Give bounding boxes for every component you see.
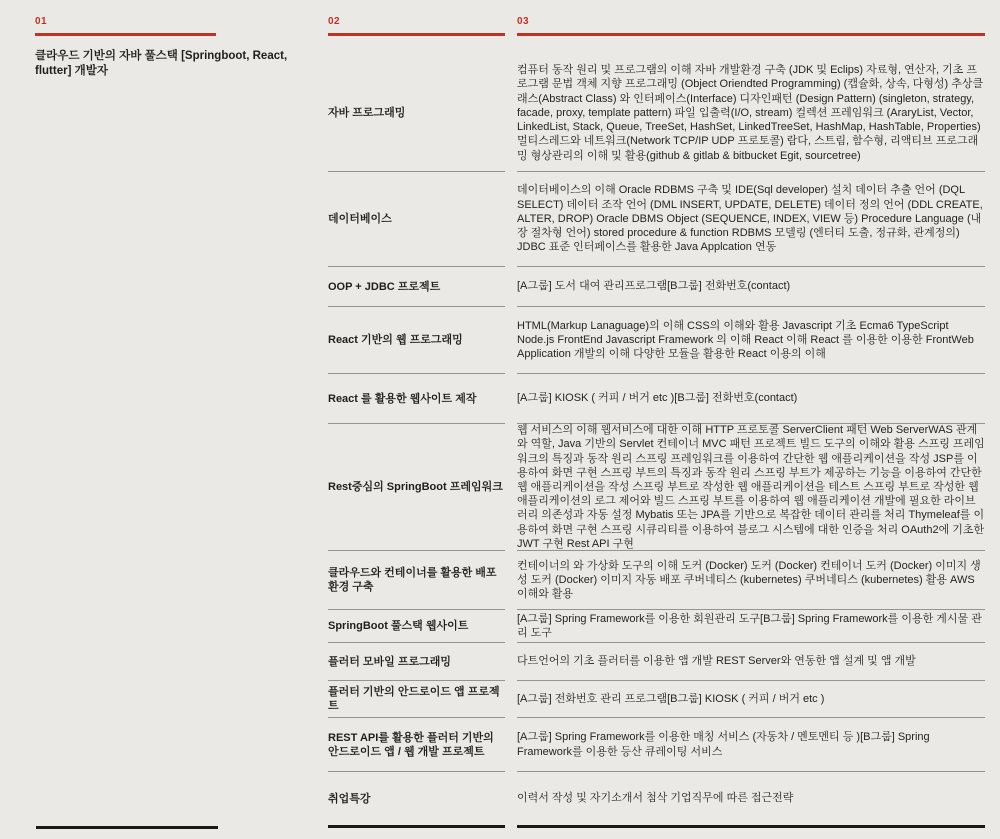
topic-description: [A그룹] KIOSK ( 커피 / 버거 etc )[B그룹] 전화번호(contact) [517,374,985,424]
details-column-header [517,16,985,36]
table-row [328,424,985,551]
topic-description: HTML(Markup Lanaguage)의 이해 CSS의 이해와 활용 Javascript 기초 Ecma6 TypeScript Node.js FrontEnd Javascript Framework 의 이해 React 이해 React 를 이용한 이용한 FrontWeb Application 개발의 이해 다양한 모듈을 활용한 React 이용의 이해 [517,307,985,374]
table-row [328,772,985,828]
topic-label: 플러터 기반의 안드로이드 앱 프로젝트 [328,681,505,718]
table-row [328,551,985,610]
topic-label: Rest중심의 SpringBoot 프레임워크 [328,424,505,551]
course-title-column [35,16,325,79]
topic-label: 플러터 모바일 프로그래밍 [328,643,505,681]
table-row [328,643,985,681]
topic-description: 이력서 작성 및 자기소개서 첨삭 기업직무에 따른 접근전략 [517,772,985,828]
table-row [328,55,985,172]
topic-description: 다트언어의 기초 플러터를 이용한 앱 개발 REST Server와 연동한 앱 설계 및 앱 개발 [517,643,985,681]
table-row [328,172,985,267]
column-number-03: 03 [517,16,530,27]
topic-description: [A그룹] Spring Framework를 이용한 매칭 서비스 (자동차 / 멘토멘티 등 )[B그룹] Spring Framework를 이용한 등산 큐레이팅 서비스 [517,718,985,772]
topic-label: 자바 프로그래밍 [328,55,505,172]
column-number-01: 01 [35,16,48,27]
topic-label: React 를 활용한 웹사이트 제작 [328,374,505,424]
topic-label: 데이터베이스 [328,172,505,267]
topic-label: 취업특강 [328,772,505,828]
red-underline-01 [35,33,216,36]
table-row [328,267,985,307]
course-title: 클라우드 기반의 자바 풀스택 [Springboot, React, flutter] 개발자 [35,50,288,77]
bottom-rule-col1 [36,826,218,829]
table-row [328,374,985,424]
topic-label: 클라우드와 컨테이너를 활용한 배포 환경 구축 [328,551,505,610]
topic-label: OOP + JDBC 프로젝트 [328,267,505,307]
topic-description: [A그룹] 도서 대여 관리프로그램[B그룹] 전화번호(contact) [517,267,985,307]
topic-label: SpringBoot 풀스택 웹사이트 [328,610,505,643]
topic-description: [A그룹] Spring Framework를 이용한 회원관리 도구[B그룹] Spring Framework를 이용한 게시물 관리 도구 [517,610,985,643]
topic-description: 웹 서비스의 이해 웹서비스에 대한 이해 HTTP 프로토콜 ServerClient 패턴 Web ServerWAS 관계와 역할, Java 기반의 Servlet 컨테이너 MVC 패턴 프로젝트 빌드 도구의 이해와 활용 스프링 프레임워크의 특징과 동작 원리 스프링 프레임워크를 이용하여 간단한 웹 애플리케이션을 작성 JSP를 이용하여 화면 구현 스프링 부트의 특징과 동작 원리 스프링 부트가 제공하는 기능을 이용하여 간단한 웹 애플리케이션을 작성 스프링 부트로 작성한 웹 애플리케이션을 테스트 스프링 부트로 작성한 웹 애플리케이션의 로그 제어와 빌드 스프링 부트를 이용하여 웹 애플리케이션 개발에 필요한 라이브러리 의존성과 자동 설정 Mybatis 또는 JPA를 기반으로 복잡한 데이터 관리를 처리 Thymeleaf를 이용하여 화면 구현 스프링 시큐리티를 이용하여 블로그 시스템에 대한 인증을 처리 OAuth2에 기초한 JWT 구현 Rest API 구현 [517,424,985,550]
topic-description: [A그룹] 전화번호 관리 프로그램[B그룹] KIOSK ( 커피 / 버거 etc ) [517,681,985,718]
column-number-02: 02 [328,16,341,27]
topic-description: 데이터베이스의 이해 Oracle RDBMS 구축 및 IDE(Sql developer) 설치 데이터 추출 언어 (DQL SELECT) 데이터 조작 언어 (DML INSERT, UPDATE, DELETE) 데이터 정의 언어 (DDL CREATE, ALTER, DROP) Oracle DBMS Object (SEQUENCE, INDEX, VIEW 등) Procedure Language (내장 절차형 언어) stored procedure & function RDBMS 모델링 (엔터티 도출, 정규화, 관계정의) JDBC 표준 인터페이스를 활용한 Java Applcation 연동 [517,172,985,267]
topic-description: 컴퓨터 동작 원리 및 프로그램의 이해 자바 개발환경 구축 (JDK 및 Eclips) 자료형, 연산자, 기초 프로그램 문법 객체 지향 프로그래밍 (Object Oriendted Programming) (캡슐화, 상속, 다형성) 추상클래스(Abstract Class) 와 인터페이스(Interface) 디자인패턴 (Design Pattern) (singleton, strategy, facade, proxy, template pattern) 파일 입출력(I/O, stream) 컬렉션 프레임워크 (AraryList, Vector, LinkedList, Stack, Queue, TreeSet, HashSet, LinkedTreeSet, HashMap, HashTable, Properties) 멀티스레드와 네트워크(Network TCP/IP UDP 프로토콜) 람다, 스트림, 함수형, 리액티브 프로그래밍 형상관리의 이해 및 활용(github & gitlab & bitbucket Egit, sourcetree) [517,55,985,172]
table-row [328,718,985,772]
red-underline-02 [328,33,505,36]
topic-label: REST API를 활용한 플러터 기반의 안드로이드 앱 / 웹 개발 프로젝트 [328,718,505,772]
topic-label: React 기반의 웹 프로그래밍 [328,307,505,374]
topic-description: 컨테이너의 와 가상화 도구의 이해 도커 (Docker) 도커 (Docker) 컨테이너 도커 (Docker) 이미지 생성 도커 (Docker) 이미지 자동 배포 쿠버네티스 (kubernetes) 쿠버네티스 (kubernetes) 활용 AWS 이해와 활용 [517,551,985,610]
table-row [328,307,985,374]
curriculum-table [328,55,985,828]
table-row [328,610,985,643]
topics-column-header [328,16,505,36]
red-underline-03 [517,33,985,36]
table-row [328,681,985,718]
